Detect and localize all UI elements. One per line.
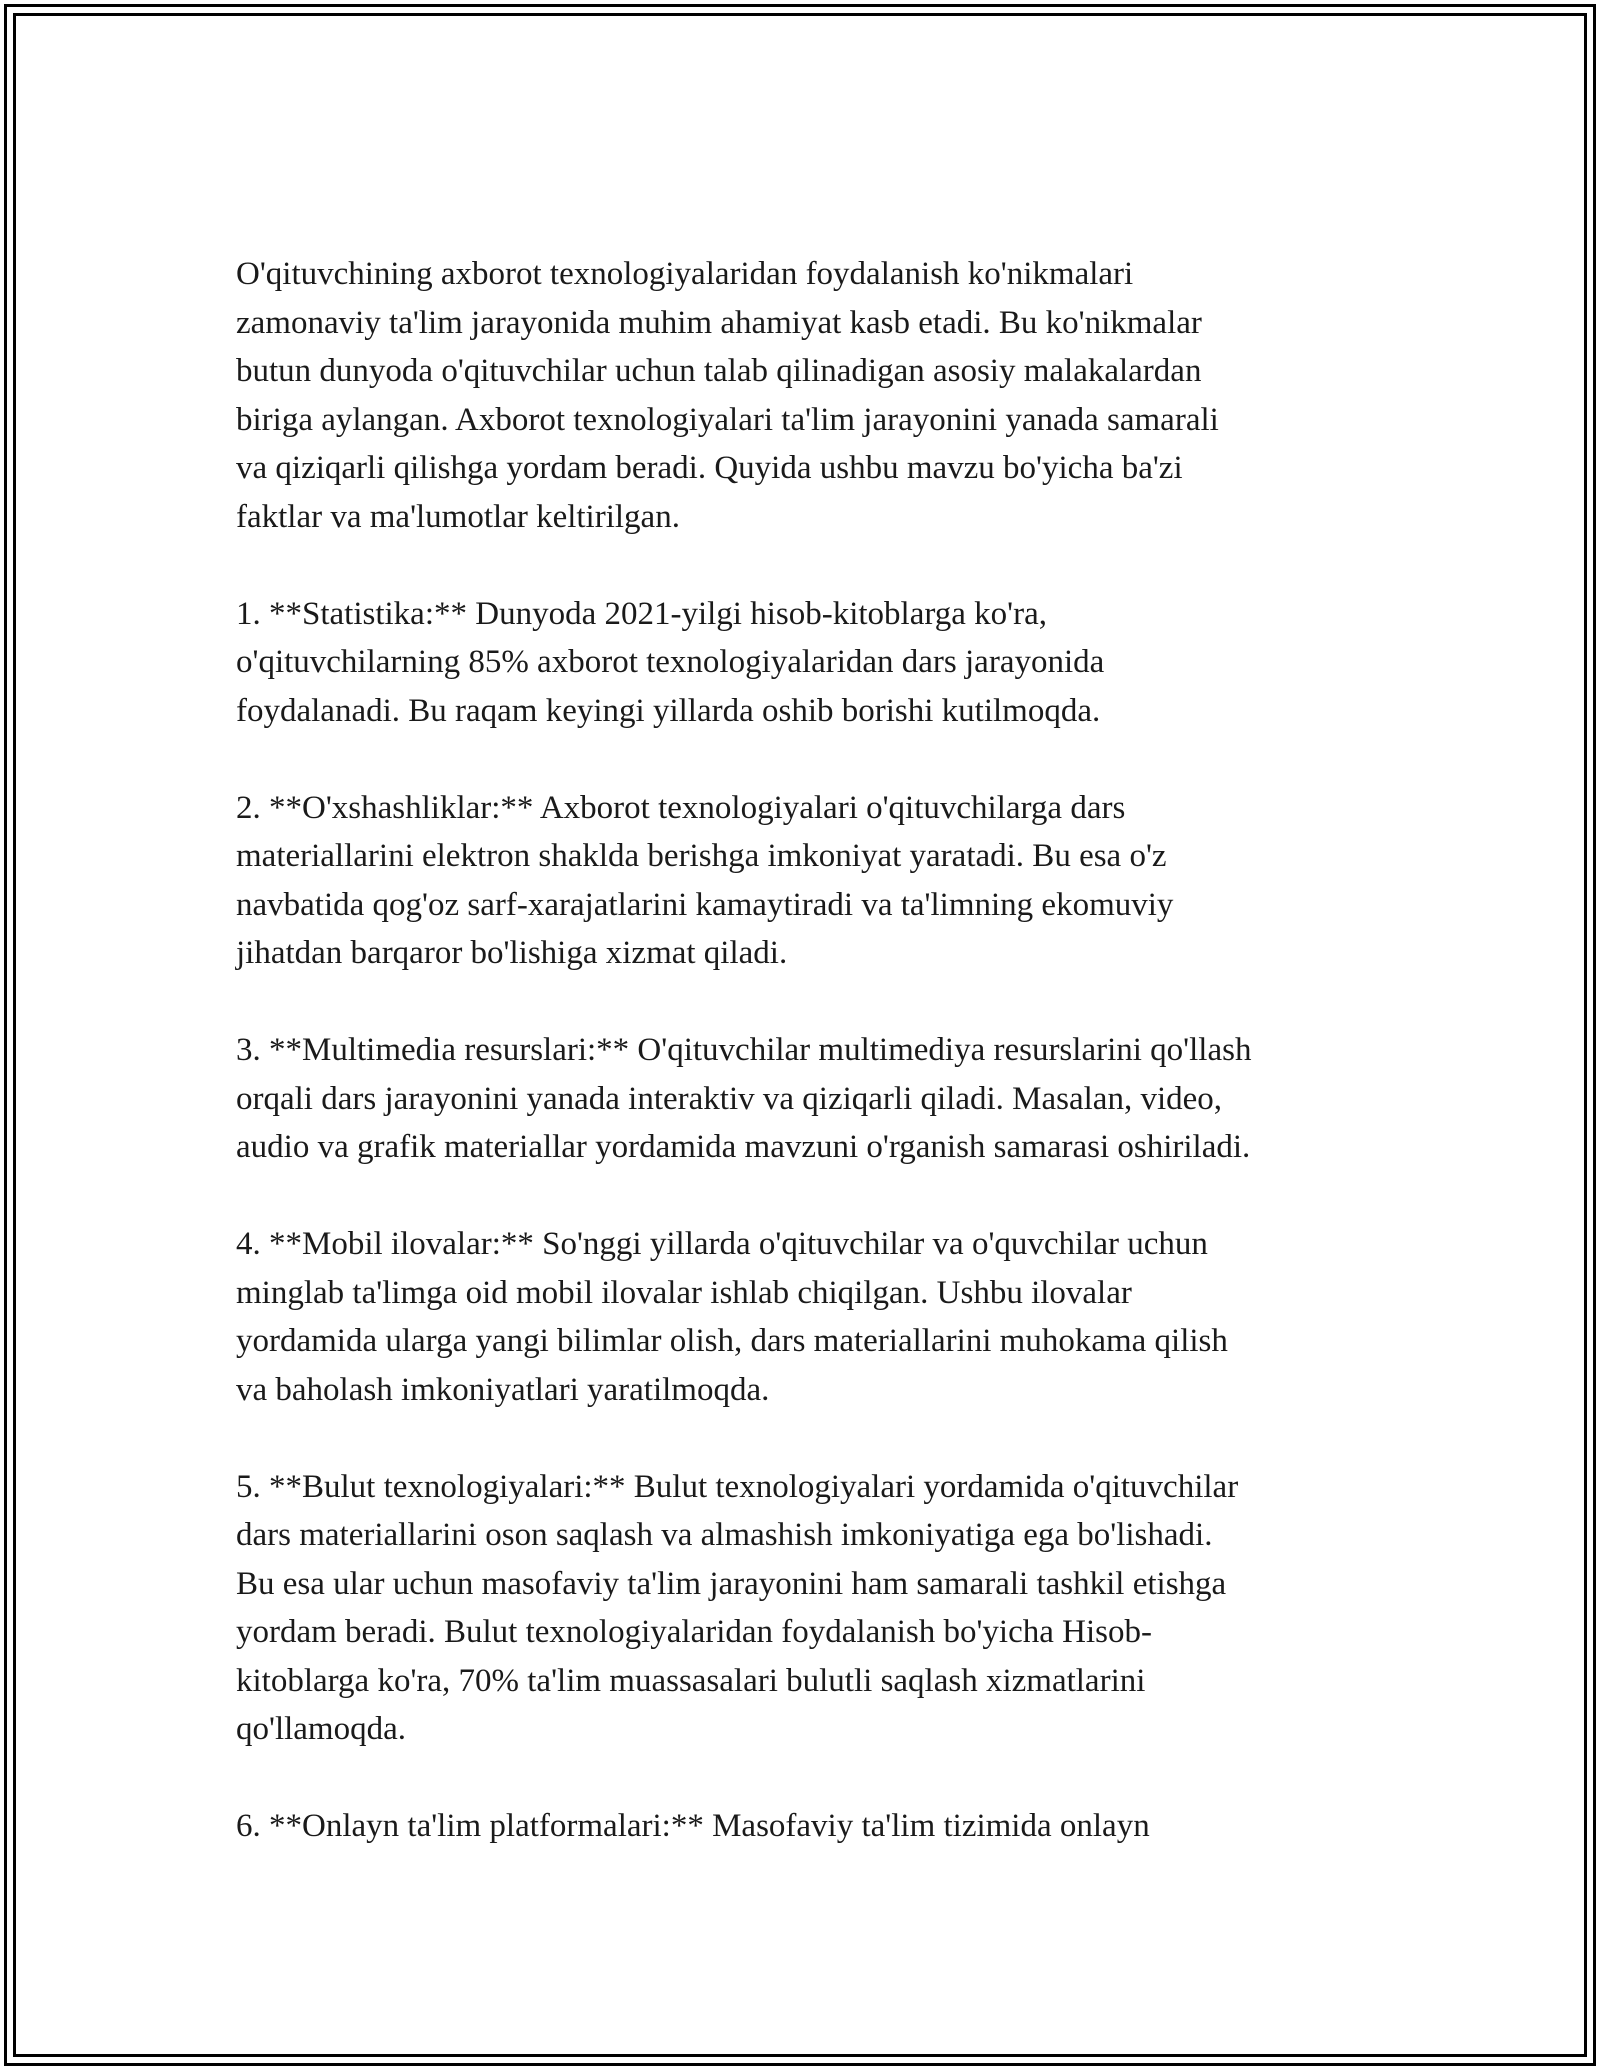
text-line: 4. **Mobil ilovalar:** So'nggi yillarda o'qituvchilar va o'quvchilar uchun xyxy=(236,1226,1208,1262)
text-line: 1. **Statistika:** Dunyoda 2021-yilgi hisob-kitoblarga ko'ra, xyxy=(236,595,1047,632)
text-line: navbatida qog'oz sarf-xarajatlarini kamaytiradi va ta'limning ekomuviy xyxy=(236,886,1174,923)
list-item-oxshashliklar xyxy=(236,784,1386,978)
text-line: biriga aylangan. Axborot texnologiyalari ta'lim jarayonini yanada samarali xyxy=(236,401,1219,438)
text-line: yordam beradi. Bulut texnologiyalaridan foydalanish bo'yicha Hisob- xyxy=(236,1614,1152,1650)
intro-paragraph xyxy=(236,250,1386,541)
list-item-bulut xyxy=(236,1463,1386,1754)
text-line: o'qituvchilarning 85% axborot texnologiyalaridan dars jarayonida xyxy=(236,644,1105,680)
text-line: audio va grafik materiallar yordamida mavzuni o'rganish samarasi oshiriladi. xyxy=(236,1129,1251,1165)
text-line: faktlar va ma'lumotlar keltirilgan. xyxy=(236,498,680,535)
text-line: minglab ta'limga oid mobil ilovalar ishlab chiqilgan. Ushbu ilovalar xyxy=(236,1274,1132,1311)
text-line: butun dunyoda o'qituvchilar uchun talab qilinadigan asosiy malakalardan xyxy=(236,353,1202,389)
list-item-statistika xyxy=(236,590,1386,736)
text-line: dars materiallarini oson saqlash va almashish imkoniyatiga ega bo'lishadi. xyxy=(236,1517,1213,1553)
list-item-onlayn xyxy=(236,1802,1386,1851)
text-line: Bu esa ular uchun masofaviy ta'lim jarayonini ham samarali tashkil etishga xyxy=(236,1565,1227,1602)
text-line: va qiziqarli qilishga yordam beradi. Quyida ushbu mavzu bo'yicha ba'zi xyxy=(236,450,1183,486)
text-line: materiallarini elektron shaklda berishga imkoniyat yaratadi. Bu esa o'z xyxy=(236,838,1167,874)
text-line: 6. **Onlayn ta'lim platformalari:** Masofaviy ta'lim tizimida onlayn xyxy=(236,1808,1150,1844)
text-line: foydalanadi. Bu raqam keyingi yillarda oshib borishi kutilmoqda. xyxy=(236,692,1101,729)
list-item-multimedia xyxy=(236,1026,1386,1172)
text-line: 3. **Multimedia resurslari:** O'qituvchilar multimediya resurslarini qo'llash xyxy=(236,1032,1252,1068)
text-line: yordamida ularga yangi bilimlar olish, dars materiallarini muhokama qilish xyxy=(236,1323,1228,1359)
text-line: O'qituvchining axborot texnologiyalaridan foydalanish ko'nikmalari xyxy=(236,256,1134,292)
text-line: va baholash imkoniyatlari yaratilmoqda. xyxy=(236,1371,770,1408)
text-line: 5. **Bulut texnologiyalari:** Bulut texnologiyalari yordamida o'qituvchilar xyxy=(236,1468,1239,1505)
text-line: orqali dars jarayonini yanada interaktiv va qiziqarli qiladi. Masalan, video, xyxy=(236,1080,1223,1117)
document-body xyxy=(236,250,1386,1899)
text-line: kitoblarga ko'ra, 70% ta'lim muassasalari bulutli saqlash xizmatlarini xyxy=(236,1662,1146,1699)
text-line: jihatdan barqaror bo'lishiga xizmat qiladi. xyxy=(236,935,788,971)
text-line: zamonaviy ta'lim jarayonida muhim ahamiyat kasb etadi. Bu ko'nikmalar xyxy=(236,304,1202,341)
text-line: qo'llamoqda. xyxy=(236,1711,406,1747)
text-line: 2. **O'xshashliklar:** Axborot texnologiyalari o'qituvchilarga dars xyxy=(236,789,1126,826)
list-item-mobil-ilovalar xyxy=(236,1220,1386,1414)
